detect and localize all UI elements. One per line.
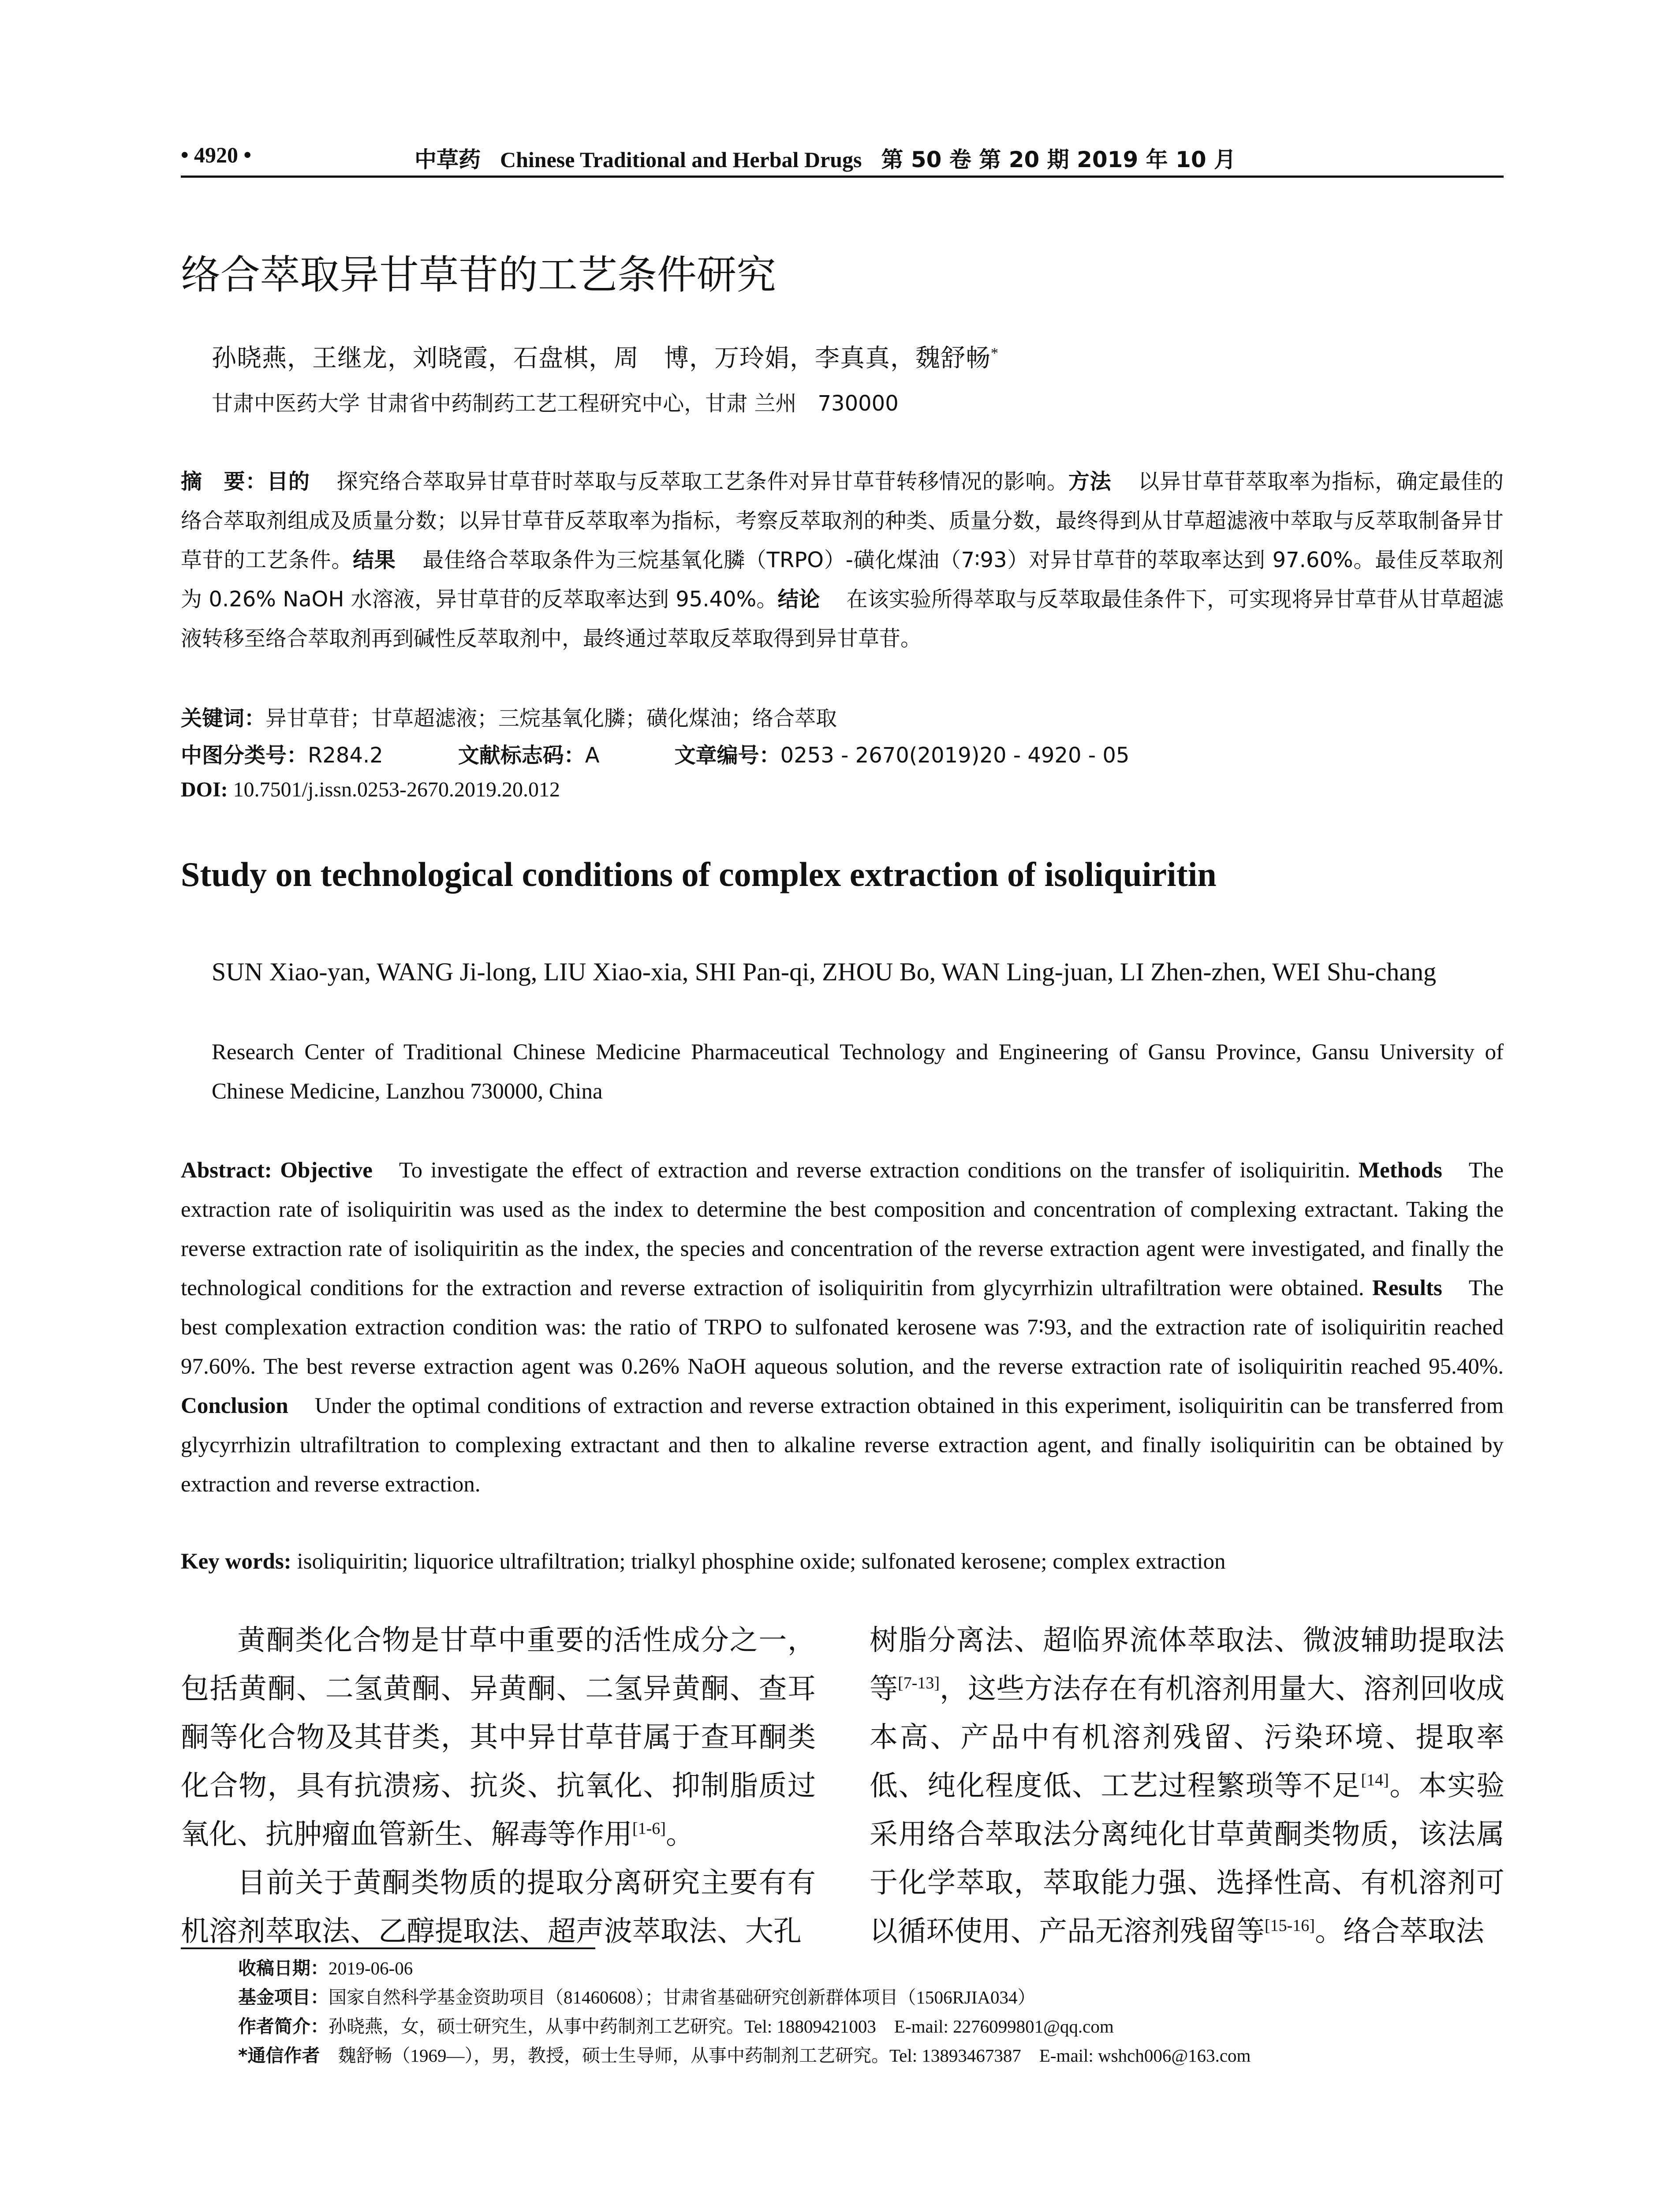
journal-en-name: Chinese Traditional and Herbal Drugs: [500, 147, 862, 172]
en-authors: SUN Xiao-yan, WANG Ji-long, LIU Xiao-xia, SHI Pan-qi, ZHOU Bo, WAN Ling-juan, LI Zhen-zhen, WEI Shu-chang: [212, 957, 1437, 986]
cn-objective-label: 目的: [267, 469, 310, 494]
en-abstract-label: Abstract:: [181, 1158, 272, 1183]
citation: [14]: [1361, 1771, 1389, 1790]
cn-results-text: 最佳络合萃取条件为三烷基氧化膦（TRPO）-磺化煤油（7∶93）对异甘草苷的萃取率达到 97.60%。最佳反萃取剂为 0.26% NaOH 水溶液，异甘草苷的反萃取率达到 95.40%。: [181, 548, 1504, 612]
cn-abstract-label: 摘 要：: [181, 469, 267, 494]
body-text: 黄酮类化合物是甘草中重要的活性成分之一，包括黄酮、二氢黄酮、异黄酮、二氢异黄酮、查耳酮等化合物及其苷类，其中异甘草苷属于查耳酮类化合物，具有抗溃疡、抗炎、抗氧化、抑制脂质过氧化、抗肿瘤血管新生、解毒等作用: [181, 1625, 816, 1850]
body-column-left: [181, 1616, 816, 1956]
cn-abstract: [181, 462, 1504, 658]
article-no-label: 文章编号：: [674, 743, 780, 768]
footnote-rule: [181, 1947, 595, 1949]
header-rule: [181, 176, 1504, 178]
page-number: • 4920 •: [181, 142, 252, 167]
cn-author-list: 孙晓燕，王继龙，刘晓霞，石盘棋，周 博，万玲娟，李真真，魏舒畅: [212, 345, 991, 372]
body-text: 目前关于黄酮类物质的提取分离研究主要有有机溶剂萃取法、乙醇提取法、超声波萃取法、大孔: [181, 1867, 816, 1947]
cn-objective-text: 探究络合萃取异甘草苷时萃取与反萃取工艺条件对异甘草苷转移情况的影响。: [336, 469, 1068, 494]
cn-methods-label: 方法: [1068, 469, 1112, 494]
en-keywords: [181, 1549, 1504, 1574]
cn-affiliation: 甘肃中医药大学 甘肃省中药制药工艺工程研究中心，甘肃 兰州 730000: [212, 391, 899, 416]
fund-text: 国家自然科学基金资助项目（81460608）；甘肃省基础研究创新群体项目（1506RJIA034）: [329, 1987, 1036, 2007]
en-results-label: Results: [1372, 1276, 1442, 1301]
doc-code-label: 文献标志码：: [458, 743, 585, 768]
author-bio-text: 孙晓燕，女，硕士研究生，从事中药制剂工艺研究。Tel: 18809421003 E-mail: 2276099801@qq.com: [329, 2016, 1114, 2037]
en-abstract: [181, 1151, 1504, 1504]
cn-methods-text: 以异甘草苷萃取率为指标，确定最佳的络合萃取剂组成及质量分数；以异甘草苷反萃取率为指标，考察反萃取剂的种类、质量分数，最终得到从甘草超滤液中萃取与反萃取制备异甘草苷的工艺条件。: [181, 469, 1504, 572]
body-text: 。络合萃取法: [1314, 1916, 1484, 1947]
body-paragraph: [181, 1859, 816, 1956]
en-affiliation: Research Center of Traditional Chinese Medicine Pharmaceutical Technology and Engineering of Gansu Province, Gansu University of Chinese Medicine, Lanzhou 730000, China: [212, 1040, 1504, 1104]
doi-line: [181, 777, 560, 802]
cn-results-label: 结果: [353, 548, 396, 572]
body-paragraph: [181, 1616, 816, 1859]
en-title: Study on technological conditions of complex extraction of isoliquiritin: [181, 855, 1217, 893]
footnote-fund: [238, 1983, 1504, 2012]
fund-label: 基金项目：: [238, 1987, 329, 2008]
en-results-text: The best complexation extraction condition was: the ratio of TRPO to sulfonated kerosene was 7∶93, and the extraction rate of isoliquiritin reached 97.60%. The best reverse extraction agent was 0.26% NaOH aqueous solution, and the reverse extraction rate of isoliquiritin reached 95.40%.: [181, 1276, 1504, 1379]
cn-conclusion-label: 结论: [777, 587, 820, 612]
body-text: 。: [665, 1819, 694, 1850]
received-date: 2019-06-06: [329, 1958, 413, 1978]
clc-label: 中图分类号：: [181, 743, 308, 768]
corresponding-text: 魏舒畅（1969—），男，教授，硕士生导师，从事中药制剂工艺研究。Tel: 13893467387 E-mail: wshch006@163.com: [338, 2045, 1251, 2066]
en-objective-text: To investigate the effect of extraction and reverse extraction conditions on the transfer of isoliquiritin.: [399, 1158, 1351, 1183]
article-no-value: 0253 - 2670(2019)20 - 4920 - 05: [780, 743, 1130, 768]
footnotes: [238, 1954, 1504, 2070]
footnote-received: [238, 1954, 1504, 1983]
en-conclusion-text: Under the optimal conditions of extraction and reverse extraction obtained in this experiment, isoliquiritin can be transferred from glycyrrhizin ultrafiltration to complexing extractant and then to alkaline reverse extraction agent, and finally isoliquiritin can be obtained by extraction and reverse extraction.: [181, 1394, 1504, 1497]
body-text: 树脂分离法、超临界流体萃取法、微波辅助提取法等: [870, 1625, 1505, 1704]
en-methods-label: Methods: [1358, 1158, 1442, 1183]
doc-code-value: A: [585, 743, 600, 768]
en-keywords-text: isoliquiritin; liquorice ultrafiltration; trialkyl phosphine oxide; sulfonated kerosene; complex extraction: [297, 1549, 1226, 1574]
body-text: ，这些方法存在有机溶剂用量大、溶剂回收成本高、产品中有机溶剂残留、污染环境、提取率低、纯化程度低、工艺过程繁琐等不足: [870, 1673, 1505, 1801]
en-methods-text: The extraction rate of isoliquiritin was used as the index to determine the best composition and concentration of complexing extractant. Taking the reverse extraction rate of isoliquiritin as the index, the species and concentration of the reverse extraction agent were investigated, and finally the technological conditions for the extraction and reverse extraction of isoliquiritin from glycyrrhizin ultrafiltration were obtained.: [181, 1158, 1504, 1301]
running-header: [181, 139, 1504, 175]
cn-authors: [212, 339, 999, 374]
footnote-corresponding: [238, 2041, 1504, 2070]
body-text: 。本实验采用络合萃取法分离纯化甘草黄酮类物质，该法属于化学萃取，萃取能力强、选择性高、有机溶剂可以循环使用、产品无溶剂残留等: [870, 1770, 1505, 1947]
corresponding-label: *通信作者: [238, 2045, 320, 2066]
citation: [1-6]: [632, 1819, 666, 1838]
clc-value: R284.2: [308, 743, 383, 768]
citation: [7-13]: [898, 1674, 940, 1693]
doi-value: 10.7501/j.issn.0253-2670.2019.20.012: [233, 778, 560, 801]
doi-label: DOI:: [181, 778, 228, 801]
cn-keywords: [181, 699, 1504, 738]
cn-keywords-text: 异甘草苷；甘草超滤液；三烷基氧化膦；磺化煤油；络合萃取: [265, 706, 837, 731]
corresponding-mark: *: [991, 345, 999, 362]
body-column-right: [870, 1616, 1505, 1956]
cn-title: 络合萃取异甘草苷的工艺条件研究: [181, 252, 776, 298]
body-paragraph: [870, 1616, 1505, 1956]
citation: [15-16]: [1265, 1916, 1315, 1935]
cn-keywords-label: 关键词：: [181, 706, 266, 731]
en-objective-label: Objective: [280, 1158, 373, 1183]
footnote-author: [238, 2012, 1504, 2041]
journal-issue: 第 50 卷 第 20 期 2019 年 10 月: [881, 147, 1236, 172]
en-keywords-label: Key words:: [181, 1549, 291, 1574]
received-label: 收稿日期：: [238, 1958, 329, 1979]
journal-line: [414, 142, 1236, 174]
en-conclusion-label: Conclusion: [181, 1394, 288, 1418]
cn-conclusion-text: 在该实验所得萃取与反萃取最佳条件下，可实现将异甘草苷从甘草超滤液转移至络合萃取剂再到碱性反萃取剂中，最终通过萃取反萃取得到异甘草苷。: [181, 587, 1504, 651]
journal-cn-name: 中草药: [414, 147, 481, 172]
classification-line: [181, 738, 1129, 769]
author-bio-label: 作者简介：: [238, 2016, 329, 2037]
